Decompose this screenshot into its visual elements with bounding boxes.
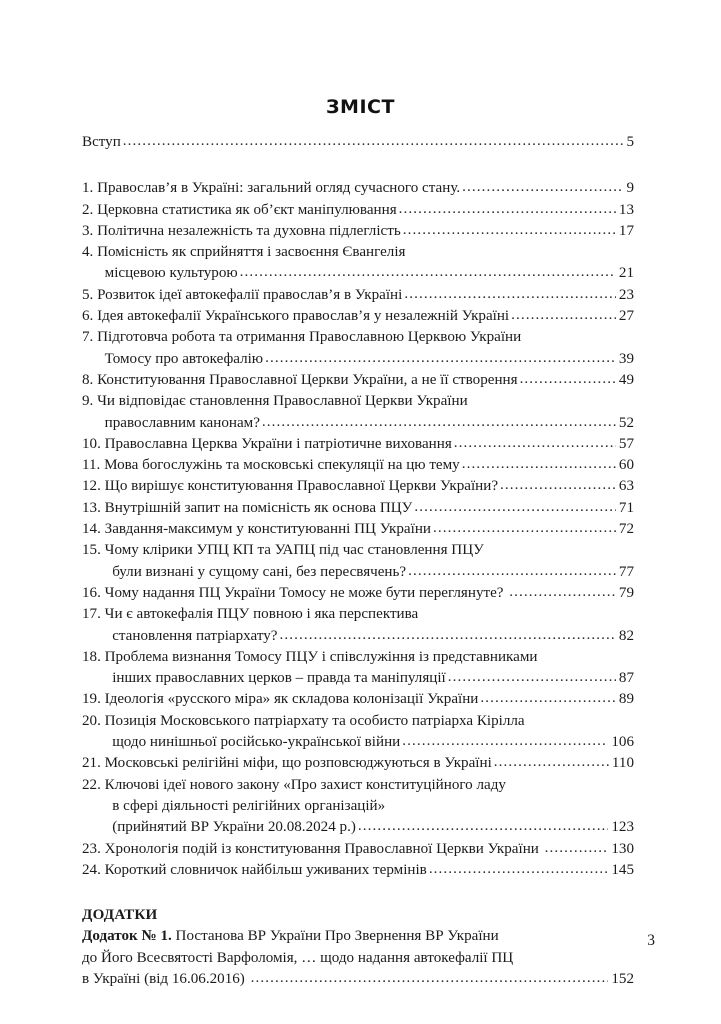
toc-entry-page: 79 [618, 584, 634, 601]
toc-entry[interactable] [82, 476, 634, 497]
toc-entry-label: Чому клірики УПЦ КП та УАПЦ під час становлення ПЦУ [104, 542, 484, 559]
toc-entry-indent [82, 668, 112, 689]
toc-entry-page: 63 [618, 478, 634, 495]
toc-entry-label: Чому надання ПЦ України Томосу не може бути переглянуте? [104, 584, 508, 601]
toc-entry-label: Внутрішній запит на помісність як основа ПЦУ [104, 499, 413, 516]
toc-entry-indent [82, 349, 105, 370]
toc-entry[interactable] [82, 540, 634, 583]
toc-entry[interactable] [82, 860, 634, 881]
dot-leader [545, 838, 609, 859]
toc-entry-label: інших православних церков – правда та маніпуляції [112, 670, 446, 687]
toc-entry-indent [82, 562, 112, 583]
toc-entry-number: 24. [82, 861, 105, 878]
toc-entry-indent [82, 626, 112, 647]
dot-leader [462, 454, 616, 475]
toc-entry-number: 18. [82, 648, 105, 665]
toc-entry-intro[interactable] [82, 132, 634, 153]
toc-entry-page: 106 [611, 734, 634, 751]
toc-entry-number: 22. [82, 776, 105, 793]
toc-entry-label: Ідеологія «русского міра» як складова колонізації України [104, 691, 479, 708]
dot-leader [251, 968, 609, 989]
toc-list [82, 132, 634, 990]
appendix-heading: ДОДАТКИ [82, 907, 158, 924]
toc-entry[interactable] [82, 327, 634, 370]
toc-entry-indent [82, 796, 112, 817]
toc-entry[interactable] [82, 306, 634, 327]
toc-entry[interactable] [82, 200, 634, 221]
toc-entry[interactable] [82, 689, 634, 710]
toc-entry-label: православним канонам? [104, 414, 260, 431]
dot-leader [454, 433, 616, 454]
toc-entry-number: 1. [82, 180, 98, 197]
toc-entry-page: 82 [618, 627, 634, 644]
dot-leader [448, 667, 616, 688]
toc-entry-label: Помісність як сприйняття і засвоєння Євангелія [97, 244, 406, 261]
page-title: ЗМІСТ [326, 96, 395, 118]
dot-leader [399, 199, 616, 220]
toc-entry-page: 77 [618, 563, 634, 580]
toc-entry-label: Конституювання Православної Церкви України, а не її створення [97, 371, 518, 388]
dot-leader [494, 752, 609, 773]
toc-entry-number: 2. [82, 201, 98, 218]
dot-leader [123, 131, 624, 152]
toc-entry-label: Хронологія подій із конституювання Православної Церкви України [104, 840, 543, 857]
toc-entry-page: 13 [618, 201, 634, 218]
dot-leader [262, 412, 616, 433]
toc-entry[interactable] [82, 604, 634, 647]
toc-entry-page: 71 [618, 499, 634, 516]
toc-sections [82, 178, 634, 881]
toc-entry-number: 9. [82, 393, 98, 410]
dot-leader [279, 625, 615, 646]
dot-leader [433, 518, 616, 539]
toc-entry[interactable] [82, 434, 634, 455]
toc-entry[interactable] [82, 178, 634, 199]
toc-entry-label: Політична незалежність та духовна підлеглість [97, 222, 401, 239]
toc-entry[interactable] [82, 583, 634, 604]
toc-entry-label: Позиція Московського патріархату та особисто патріарха Кірілла [104, 712, 525, 729]
toc-entry-page: 39 [618, 350, 634, 367]
toc-entry-label: Проблема визнання Томосу ПЦУ і співслужіння із представниками [104, 648, 538, 665]
toc-entry-label: Православ’я в Україні: загальний огляд сучасного стану. [97, 180, 461, 197]
toc-entry-page: 5 [626, 134, 634, 150]
dot-leader [500, 475, 616, 496]
toc-entry-number: 12. [82, 478, 105, 495]
toc-entry[interactable] [82, 242, 634, 285]
toc-entry-label: (прийнятий ВР України 20.08.2024 р.) [112, 819, 356, 836]
toc-entry-page: 49 [618, 371, 634, 388]
appendix-item-page: 152 [611, 970, 634, 987]
toc-entry-label: Чи є автокефалія ПЦУ повною і яка перспектива [104, 606, 419, 623]
toc-entry-number: 20. [82, 712, 105, 729]
toc-entry-number: 4. [82, 244, 98, 261]
dot-leader [480, 688, 616, 709]
toc-entry[interactable] [82, 839, 634, 860]
toc-entry-label: Ідея автокефалії Українського православ’я у незалежній Україні [97, 308, 510, 325]
toc-entry-label: Короткий словничок найбільш уживаних термінів [104, 861, 427, 878]
dot-leader [403, 220, 616, 241]
toc-entry[interactable] [82, 647, 634, 690]
toc-entry-label: Церковна статистика як об’єкт маніпулювання [97, 201, 397, 218]
toc-entry-label: Православна Церква України і патріотичне виховання [104, 435, 452, 452]
toc-entry-page: 72 [618, 521, 634, 538]
toc-entry-page: 17 [618, 222, 634, 239]
toc-entry-number: 17. [82, 606, 105, 623]
toc-entry-label: Томосу про автокефалію [104, 350, 264, 367]
spacer [82, 153, 634, 178]
toc-entry-number: 15. [82, 542, 105, 559]
toc-entry-number: 8. [82, 371, 98, 388]
toc-entry-number: 14. [82, 521, 105, 538]
dot-leader [429, 859, 609, 880]
toc-entry-number: 5. [82, 286, 98, 303]
toc-entry-label: Ключові ідеї нового закону «Про захист конституційного ладу [104, 776, 506, 793]
toc-entry-indent [82, 817, 112, 838]
spacer [82, 881, 634, 905]
appendix-item-line2: до Його Всесвятості Варфоломія, … щодо надання автокефалії ПЦ [82, 949, 514, 966]
toc-entry[interactable] [82, 519, 634, 540]
toc-entry[interactable] [82, 711, 634, 754]
dot-leader [511, 305, 616, 326]
toc-entry-page: 145 [611, 861, 634, 878]
toc-entry-page: 57 [618, 435, 634, 452]
toc-entry-label: були визнані у сущому сані, без пересвячень? [112, 563, 407, 580]
toc-entry[interactable] [82, 391, 634, 434]
toc-entry-label: Чи відповідає становлення Православної Церкви України [97, 393, 468, 410]
toc-entry-page: 123 [611, 819, 634, 836]
dot-leader [402, 731, 608, 752]
page-number: 3 [647, 932, 655, 949]
toc-entry-indent [82, 263, 105, 284]
dot-leader [414, 497, 616, 518]
toc-entry[interactable] [82, 285, 634, 306]
toc-entry-number: 21. [82, 755, 105, 772]
toc-entry-number: 23. [82, 840, 105, 857]
toc-entry-number: 16. [82, 584, 105, 601]
appendix-item-label: Додаток № 1. [82, 928, 172, 945]
toc-entry-label: щодо нинішньої російсько-української війни [112, 734, 401, 751]
toc-entry-page: 130 [611, 840, 634, 857]
dot-leader [509, 582, 616, 603]
toc-entry-number: 3. [82, 222, 98, 239]
toc-entry-number: 10. [82, 435, 105, 452]
toc-entry[interactable] [82, 370, 634, 391]
toc-entry[interactable] [82, 498, 634, 519]
dot-leader [520, 369, 616, 390]
toc-entry-label: Розвиток ідеї автокефалії православ’я в Україні [97, 286, 403, 303]
toc-entry-page: 110 [611, 755, 634, 772]
appendix-item-line3: в Україні (від 16.06.2016) [82, 970, 249, 987]
toc-entry-label: Підготовча робота та отримання Православною Церквою України [97, 329, 522, 346]
toc-entry-label: місцевою культурою [104, 265, 238, 282]
toc-entry-page: 60 [618, 457, 634, 474]
toc-entry-number: 7. [82, 329, 98, 346]
toc-entry-label: в сфері діяльності релігійних організацій» [112, 797, 386, 814]
dot-leader [265, 348, 616, 369]
toc-entry-label: становлення патріархату? [112, 627, 278, 644]
toc-entry-page: 52 [618, 414, 634, 431]
toc-entry-label: Мова богослужінь та московські спекуляції на цю тему [104, 457, 460, 474]
toc-entry-page: 9 [626, 180, 634, 197]
toc-entry-label: Вступ [82, 134, 121, 150]
toc-entry[interactable] [82, 221, 634, 242]
dot-leader [240, 262, 616, 283]
toc-entry-indent [82, 732, 112, 753]
toc-entry-page: 27 [618, 308, 634, 325]
toc-entry-page: 87 [618, 670, 634, 687]
toc-entry-label: Що вирішує конституювання Православної Церкви України? [104, 478, 499, 495]
toc-entry-page: 89 [618, 691, 634, 708]
toc-entry-page: 23 [618, 286, 634, 303]
toc-entry-number: 19. [82, 691, 105, 708]
toc-entry[interactable] [82, 775, 634, 839]
toc-entry-number: 11. [82, 457, 105, 474]
dot-leader [462, 177, 623, 198]
toc-entry-label: Московські релігійні міфи, що розповсюджуються в Україні [104, 755, 492, 772]
toc-entry-number: 6. [82, 308, 98, 325]
toc-entry-label: Завдання-максимум у конституюванні ПЦ України [104, 521, 431, 538]
toc-entry[interactable] [82, 753, 634, 774]
dot-leader [404, 284, 616, 305]
dot-leader [408, 561, 616, 582]
toc-entry-indent [82, 413, 105, 434]
toc-entry-number: 13. [82, 499, 105, 516]
appendix-item-line1: Постанова ВР України Про Звернення ВР України [171, 928, 499, 945]
dot-leader [358, 816, 608, 837]
toc-entry-page: 21 [618, 265, 634, 282]
toc-entry[interactable] [82, 455, 634, 476]
